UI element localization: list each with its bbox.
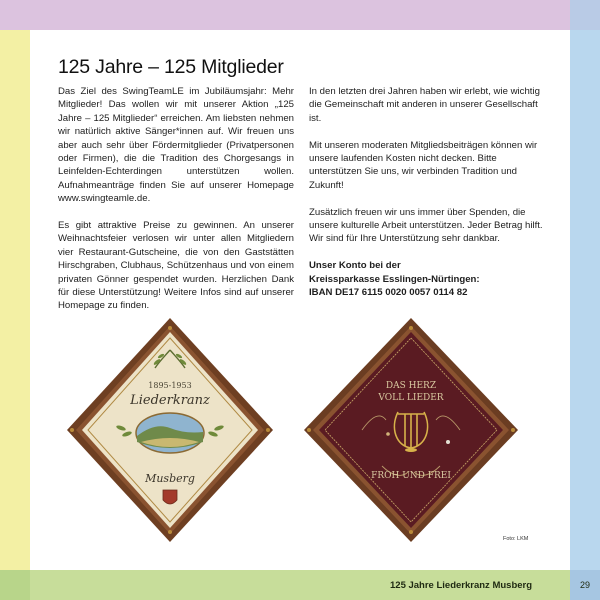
bank-name: Kreissparkasse Esslingen-Nürtingen: <box>309 273 480 285</box>
paragraph-prizes: Es gibt attraktive Preise zu gewinnen. An unserer Weihnachtsfeier verlosen wir unter allen Mitgliedern vier Restaurant-Gutscheine, die von den Gaststätten Hirschgraben, Clubhaus, Schützenhaus und von einem privaten Gönner gespendet wurden. Herzlichen Dank für diese Unterstützung! Weitere Infos sind auf unserer Homepage zu finden. <box>58 220 294 312</box>
right-color-band <box>570 30 600 570</box>
paragraph-fees: Mit unseren moderaten Mitgliedsbeiträgen können wir unsere laufenden Kosten nicht decken. Bitte unterstützen Sie uns, wir verbinden Tradition und Zukunft! <box>309 139 538 191</box>
photo-credit: Foto: LKM <box>503 536 529 542</box>
left-color-band <box>0 30 30 570</box>
banner-motto-line3: FROH UND FREI <box>371 471 451 481</box>
iban: IBAN DE17 6115 0020 0057 0114 82 <box>309 287 468 299</box>
top-right-corner-band <box>570 0 600 30</box>
coat-of-arms <box>163 490 177 504</box>
paragraph-donations: Zusätzlich freuen wir uns immer über Spenden, die unsere kulturelle Arbeit unterstützen. Jeder Betrag hilft. Wir sind für Ihre Unterstützung sehr dankbar. <box>309 206 543 245</box>
right-text-column <box>309 85 545 299</box>
banner-place: Musberg <box>145 472 195 485</box>
top-color-band <box>0 0 600 30</box>
paragraph-membership-goal: Das Ziel des SwingTeamLE im Jubiläumsjahr: Mehr Mitglieder! Das wollen wir mit unserer Aktion „125 Jahre – 125 Mitglieder“ erreichen. Am liebsten nehmen wir natürlich aktive Sänger*innen auf. Wir freuen uns aber auch sehr über Fördermitglieder (Privatpersonen oder Firmen), die die Tradition des Chorgesangs in Leinfelden-Echterdingen unterstützen wollen. Aufnahmeanträge finden Sie auf unserer Homepage www.swingteamle.de. <box>58 86 294 205</box>
banner-years: 1895-1953 <box>148 381 192 390</box>
banner-name: Liederkranz <box>130 393 210 408</box>
page-title: 125 Jahre – 125 Mitglieder <box>58 56 284 78</box>
footer-title: 125 Jahre Liederkranz Musberg <box>390 580 533 591</box>
banner-photo-lyre <box>302 316 520 544</box>
bank-account-block <box>309 259 545 299</box>
page-number: 29 <box>579 580 590 590</box>
banner-photo-liederkranz <box>65 316 275 544</box>
left-text-column <box>58 85 294 326</box>
paragraph-community: In den letzten drei Jahren haben wir erlebt, wie wichtig die Gemeinschaft mit anderen in unserer Gesellschaft ist. <box>309 86 540 124</box>
banner-motto-line2: VOLL LIEDER <box>378 393 444 403</box>
banner-motto-line1: DAS HERZ <box>385 381 437 391</box>
account-heading: Unser Konto bei der <box>309 260 401 272</box>
bottom-left-corner-band <box>0 570 30 600</box>
